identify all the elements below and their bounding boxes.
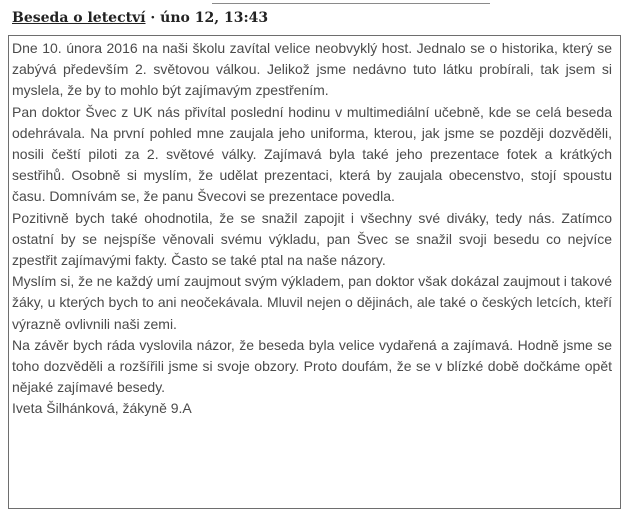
article-body [12,38,612,420]
article-paragraph: Na závěr bych ráda vyslovila názor, že beseda byla velice vydařená a zajímavá. Hodně jsme se toho dozvěděli a rozšířili jsme si svoje obzory. Proto doufám, že se v blízké době dočkáme opět nějaké zajímavé besedy. [12,336,612,396]
top-divider [212,3,490,4]
post-date: úno 12, 13:43 [160,10,269,26]
article-paragraph: Pan doktor Švec z UK nás přivítal poslední hodinu v multimediální učebně, kde se celá beseda odehrávala. Na první pohled mne zaujala jeho uniforma, kterou, jak jsme se později dozvěděli, nosili čeští piloti za 2. světové války. Zajímavá byla také jeho prezentace fotek a krátkých sestřihů. Osobně si myslím, že udělat prezentaci, která by zaujala obecenstvo, stojí spoustu času. Domnívám se, že panu Švecovi se prezentace povedla. [12,103,612,205]
post-header [12,10,268,26]
post-meta-separator: · [145,10,161,26]
article-paragraph: Dne 10. února 2016 na naši školu zavítal velice neobvyklý host. Jednalo se o historika, který se zabývá především 2. světovou válkou. Jelikož jsme nedávno tuto látku probírali, tak jsem si myslela, že by to mohlo být zajímavým zpestřením. [12,40,612,99]
post-title-link[interactable]: Beseda o letectví [12,10,146,26]
article-paragraph: Myslím si, že ne každý umí zaujmout svým výkladem, pan doktor však dokázal zaujmout i takové žáky, u kterých bych to ani neočekávala. Mluvil nejen o dějinách, ale také o českých letcích, kteří výrazně ovlivnili naši zemi. [12,273,612,332]
article-paragraph: Pozitivně bych také ohodnotila, že se snažil zapojit i všechny své diváky, tedy nás. Zatímco ostatní by se nejspíše věnovali svému výkladu, pan Švec se snažil svoji besedu co nejvíce zpestřit zajímavými fakty. Často se také ptal na naše názory. [12,209,612,269]
article-signature: Iveta Šilhánková, žákyně 9.A [12,400,192,417]
